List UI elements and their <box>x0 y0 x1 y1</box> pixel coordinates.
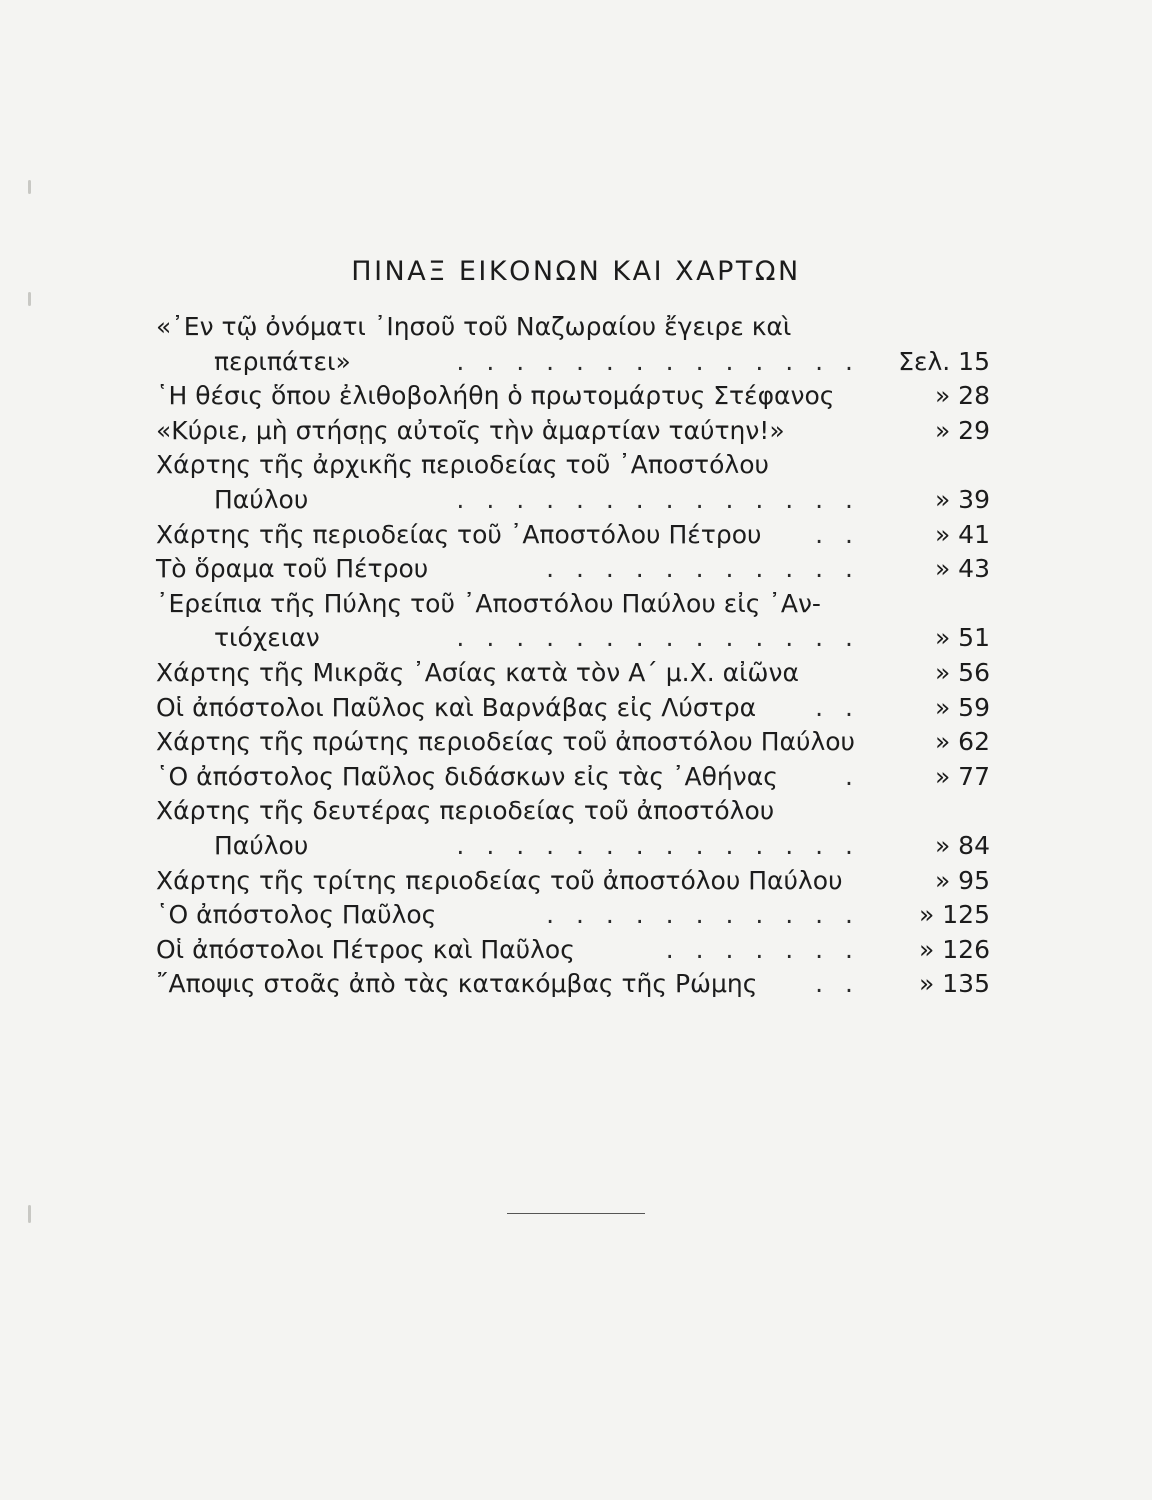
page-number: » 41 <box>934 519 990 549</box>
toc-entry-line <box>156 898 996 933</box>
entry-title-continuation: Παύλου <box>214 830 309 860</box>
entry-title: Οἱ ἀπόστολοι Παῦλος καὶ Βαρνάβας εἰς Λύστρα <box>156 692 757 722</box>
toc-entry-line <box>156 864 996 899</box>
dot-leader: . . <box>815 692 860 722</box>
entry-title: Χάρτης τῆς τρίτης περιοδείας τοῦ ἀποστόλου Παύλου <box>156 865 843 895</box>
page-number: » 77 <box>934 761 990 791</box>
toc-entry-line <box>156 483 996 518</box>
toc-entry-line <box>156 621 996 656</box>
toc-entry-line <box>156 518 996 553</box>
toc-entry-line <box>156 967 996 1002</box>
binding-mark <box>28 180 31 194</box>
page-number: » 95 <box>934 865 990 895</box>
toc-entry-line <box>156 933 996 968</box>
dot-leader: . <box>845 761 860 791</box>
toc-entry-line <box>156 656 996 691</box>
entry-title: ῾Ο ἀπόστολος Παῦλος <box>156 900 437 930</box>
entry-title: Χάρτης τῆς περιοδείας τοῦ ᾿Αποστόλου Πέτρου <box>156 519 762 549</box>
page-number: » 39 <box>934 484 990 514</box>
dot-leader: . . . . . . . . . . . <box>546 900 860 930</box>
entry-title: Χάρτης τῆς πρώτης περιοδείας τοῦ ἀποστόλου Παύλου <box>156 727 856 757</box>
page-number: » 135 <box>919 969 990 999</box>
toc-entry-line <box>156 691 996 726</box>
toc-entry-line <box>156 345 996 380</box>
page-title: ΠΙΝΑΞ ΕΙΚΟΝΩΝ ΚΑΙ ΧΑΡΤΩΝ <box>351 256 801 288</box>
page-number: » 56 <box>934 657 990 687</box>
binding-mark <box>28 292 31 306</box>
entry-title: «᾿Εν τῷ ὀνόματι ᾿Ιησοῦ τοῦ Ναζωραίου ἔγειρε καὶ <box>156 312 792 341</box>
entry-title: ᾿Ερείπια τῆς Πύλης τοῦ ᾿Αποστόλου Παύλου εἰς ᾿Αν- <box>156 588 821 618</box>
page-number: » 51 <box>934 623 990 653</box>
entry-title-continuation: περιπάτει» <box>214 346 351 376</box>
dot-leader: . . . . . . . . . . . <box>546 554 860 584</box>
closing-rule <box>507 1213 645 1214</box>
toc-entry-line <box>156 379 996 414</box>
binding-mark <box>28 1205 31 1223</box>
page-number: » 59 <box>934 692 990 722</box>
page-number: Σελ. 15 <box>898 346 990 376</box>
toc-entry-line <box>156 448 996 483</box>
entry-title: Τὸ ὅραμα τοῦ Πέτρου <box>156 554 429 584</box>
toc-entry-line <box>156 794 996 829</box>
dot-leader: . . . . . . . . . . . . . . <box>456 623 860 653</box>
entry-title: ῎Αποψις στοᾶς ἀπὸ τὰς κατακόμβας τῆς Ρώμης <box>156 969 758 999</box>
dot-leader: . . . . . . . . . . . . . . <box>456 830 860 860</box>
dot-leader: . . <box>815 519 860 549</box>
entry-title: Οἱ ἀπόστολοι Πέτρος καὶ Παῦλος <box>156 934 575 964</box>
table-of-contents <box>156 310 996 1002</box>
entry-title-continuation: τιόχειαν <box>214 623 320 653</box>
entry-title: Χάρτης τῆς Μικρᾶς ᾿Ασίας κατὰ τὸν Α΄ μ.Χ. αἰῶνα <box>156 657 799 687</box>
entry-title: «Κύριε, μὴ στήσῃς αὐτοῖς τὴν ἁμαρτίαν ταύτην!» <box>156 415 785 445</box>
dot-leader: . . . . . . . . . . . . . . <box>456 346 860 376</box>
toc-entry-line <box>156 760 996 795</box>
page-number: » 126 <box>919 934 990 964</box>
page-number: » 28 <box>934 381 990 411</box>
dot-leader: . . . . . . . <box>665 934 860 964</box>
page-number: » 125 <box>919 900 990 930</box>
toc-entry-line <box>156 414 996 449</box>
entry-title: Χάρτης τῆς ἀρχικῆς περιοδείας τοῦ ᾿Αποστόλου <box>156 450 769 480</box>
toc-entry-line <box>156 829 996 864</box>
toc-entry-line <box>156 587 996 622</box>
entry-title: ῾Ο ἀπόστολος Παῦλος διδάσκων εἰς τὰς ᾿Αθήνας <box>156 761 778 791</box>
page-number: » 29 <box>934 415 990 445</box>
page-number: » 43 <box>934 554 990 584</box>
entry-title: Χάρτης τῆς δευτέρας περιοδείας τοῦ ἀποστόλου <box>156 796 775 826</box>
entry-title-continuation: Παύλου <box>214 484 309 514</box>
dot-leader: . . . . . . . . . . . . . . <box>456 484 860 514</box>
page-number: » 84 <box>934 830 990 860</box>
toc-entry-line <box>156 725 996 760</box>
entry-title: ῾Η θέσις ὅπου ἐλιθοβολήθη ὁ πρωτομάρτυς Στέφανος <box>156 381 835 411</box>
page-number: » 62 <box>934 727 990 757</box>
dot-leader: . . <box>815 969 860 999</box>
toc-entry-line <box>156 310 996 345</box>
toc-entry-line <box>156 552 996 587</box>
